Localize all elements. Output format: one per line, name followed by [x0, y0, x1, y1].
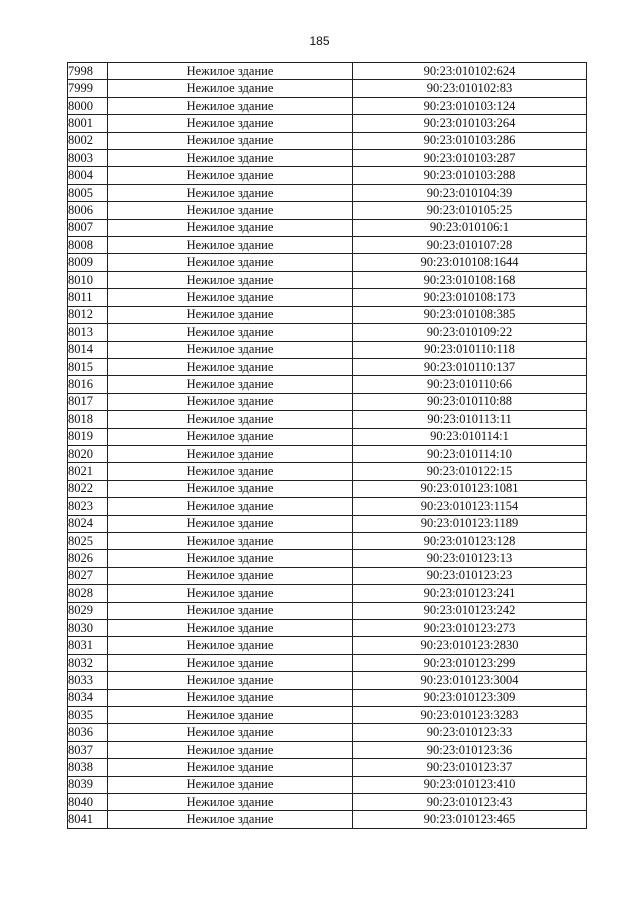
cadastral-number-cell: 90:23:010110:118	[353, 341, 587, 358]
row-number-cell: 8028	[68, 585, 108, 602]
cadastral-number-cell: 90:23:010123:1081	[353, 480, 587, 497]
object-type-cell: Нежилое здание	[108, 480, 353, 497]
table-row	[68, 515, 587, 532]
row-number-cell: 8009	[68, 254, 108, 271]
row-number-cell: 8012	[68, 306, 108, 323]
row-number-cell: 8020	[68, 445, 108, 462]
cadastral-number-cell: 90:23:010102:624	[353, 63, 587, 80]
row-number-cell: 8029	[68, 602, 108, 619]
object-type-cell: Нежилое здание	[108, 219, 353, 236]
object-type-cell: Нежилое здание	[108, 428, 353, 445]
row-number-cell: 8001	[68, 115, 108, 132]
row-number-cell: 8027	[68, 567, 108, 584]
table-row	[68, 167, 587, 184]
object-type-cell: Нежилое здание	[108, 811, 353, 828]
object-type-cell: Нежилое здание	[108, 115, 353, 132]
table-row	[68, 393, 587, 410]
object-type-cell: Нежилое здание	[108, 306, 353, 323]
cadastral-number-cell: 90:23:010103:286	[353, 132, 587, 149]
row-number-cell: 8013	[68, 324, 108, 341]
object-type-cell: Нежилое здание	[108, 358, 353, 375]
object-type-cell: Нежилое здание	[108, 532, 353, 549]
cadastral-number-cell: 90:23:010123:3004	[353, 672, 587, 689]
cadastral-number-cell: 90:23:010123:13	[353, 550, 587, 567]
cadastral-number-cell: 90:23:010123:23	[353, 567, 587, 584]
cadastral-number-cell: 90:23:010109:22	[353, 324, 587, 341]
cadastral-number-cell: 90:23:010105:25	[353, 202, 587, 219]
object-type-cell: Нежилое здание	[108, 376, 353, 393]
row-number-cell: 7999	[68, 80, 108, 97]
object-type-cell: Нежилое здание	[108, 498, 353, 515]
object-type-cell: Нежилое здание	[108, 411, 353, 428]
object-type-cell: Нежилое здание	[108, 463, 353, 480]
table-row	[68, 184, 587, 201]
row-number-cell: 8031	[68, 637, 108, 654]
cadastral-number-cell: 90:23:010123:128	[353, 532, 587, 549]
row-number-cell: 8000	[68, 97, 108, 114]
row-number-cell: 8040	[68, 794, 108, 811]
object-type-cell: Нежилое здание	[108, 689, 353, 706]
object-type-cell: Нежилое здание	[108, 585, 353, 602]
table-row	[68, 637, 587, 654]
row-number-cell: 8034	[68, 689, 108, 706]
row-number-cell: 8030	[68, 620, 108, 637]
object-type-cell: Нежилое здание	[108, 271, 353, 288]
object-type-cell: Нежилое здание	[108, 445, 353, 462]
table-row	[68, 237, 587, 254]
cadastral-number-cell: 90:23:010122:15	[353, 463, 587, 480]
cadastral-number-cell: 90:23:010106:1	[353, 219, 587, 236]
row-number-cell: 8005	[68, 184, 108, 201]
table-row	[68, 254, 587, 271]
table-row	[68, 445, 587, 462]
table-row	[68, 724, 587, 741]
cadastral-number-cell: 90:23:010123:37	[353, 759, 587, 776]
table-row	[68, 707, 587, 724]
cadastral-number-cell: 90:23:010113:11	[353, 411, 587, 428]
table-row	[68, 498, 587, 515]
row-number-cell: 8007	[68, 219, 108, 236]
object-type-cell: Нежилое здание	[108, 620, 353, 637]
table-row	[68, 532, 587, 549]
table-row	[68, 741, 587, 758]
table-row	[68, 202, 587, 219]
object-type-cell: Нежилое здание	[108, 550, 353, 567]
cadastral-number-cell: 90:23:010108:168	[353, 271, 587, 288]
object-type-cell: Нежилое здание	[108, 63, 353, 80]
table-row	[68, 376, 587, 393]
cadastral-number-cell: 90:23:010123:242	[353, 602, 587, 619]
row-number-cell: 8014	[68, 341, 108, 358]
table-row	[68, 463, 587, 480]
table-row	[68, 341, 587, 358]
table-row	[68, 306, 587, 323]
table-row	[68, 550, 587, 567]
object-type-cell: Нежилое здание	[108, 254, 353, 271]
cadastral-number-cell: 90:23:010114:10	[353, 445, 587, 462]
object-type-cell: Нежилое здание	[108, 237, 353, 254]
object-type-cell: Нежилое здание	[108, 393, 353, 410]
object-type-cell: Нежилое здание	[108, 776, 353, 793]
object-type-cell: Нежилое здание	[108, 341, 353, 358]
object-type-cell: Нежилое здание	[108, 202, 353, 219]
table-row	[68, 654, 587, 671]
cadastral-number-cell: 90:23:010123:3283	[353, 707, 587, 724]
row-number-cell: 8037	[68, 741, 108, 758]
row-number-cell: 8022	[68, 480, 108, 497]
table-row	[68, 219, 587, 236]
cadastral-number-cell: 90:23:010110:88	[353, 393, 587, 410]
object-type-cell: Нежилое здание	[108, 167, 353, 184]
cadastral-number-cell: 90:23:010123:43	[353, 794, 587, 811]
object-type-cell: Нежилое здание	[108, 672, 353, 689]
row-number-cell: 8015	[68, 358, 108, 375]
cadastral-number-cell: 90:23:010104:39	[353, 184, 587, 201]
table-row	[68, 63, 587, 80]
object-type-cell: Нежилое здание	[108, 289, 353, 306]
table-row	[68, 480, 587, 497]
table-row	[68, 150, 587, 167]
object-type-cell: Нежилое здание	[108, 80, 353, 97]
object-type-cell: Нежилое здание	[108, 515, 353, 532]
cadastral-number-cell: 90:23:010123:410	[353, 776, 587, 793]
row-number-cell: 8033	[68, 672, 108, 689]
table-row	[68, 428, 587, 445]
table-row	[68, 358, 587, 375]
row-number-cell: 8039	[68, 776, 108, 793]
table-row	[68, 811, 587, 828]
cadastral-number-cell: 90:23:010123:299	[353, 654, 587, 671]
table-row	[68, 271, 587, 288]
cadastral-number-cell: 90:23:010123:465	[353, 811, 587, 828]
row-number-cell: 8024	[68, 515, 108, 532]
row-number-cell: 8035	[68, 707, 108, 724]
cadastral-number-cell: 90:23:010103:287	[353, 150, 587, 167]
cadastral-number-cell: 90:23:010107:28	[353, 237, 587, 254]
row-number-cell: 8017	[68, 393, 108, 410]
registry-table	[67, 62, 587, 829]
object-type-cell: Нежилое здание	[108, 741, 353, 758]
row-number-cell: 8008	[68, 237, 108, 254]
cadastral-number-cell: 90:23:010110:137	[353, 358, 587, 375]
object-type-cell: Нежилое здание	[108, 150, 353, 167]
cadastral-number-cell: 90:23:010110:66	[353, 376, 587, 393]
object-type-cell: Нежилое здание	[108, 707, 353, 724]
cadastral-number-cell: 90:23:010103:264	[353, 115, 587, 132]
cadastral-number-cell: 90:23:010114:1	[353, 428, 587, 445]
table-row	[68, 289, 587, 306]
registry-table-body	[68, 63, 587, 829]
row-number-cell: 7998	[68, 63, 108, 80]
table-row	[68, 759, 587, 776]
row-number-cell: 8018	[68, 411, 108, 428]
row-number-cell: 8003	[68, 150, 108, 167]
row-number-cell: 8010	[68, 271, 108, 288]
table-row	[68, 585, 587, 602]
object-type-cell: Нежилое здание	[108, 637, 353, 654]
page-number: 185	[309, 34, 330, 48]
row-number-cell: 8016	[68, 376, 108, 393]
table-row	[68, 620, 587, 637]
object-type-cell: Нежилое здание	[108, 567, 353, 584]
cadastral-number-cell: 90:23:010123:273	[353, 620, 587, 637]
table-row	[68, 567, 587, 584]
cadastral-number-cell: 90:23:010123:1189	[353, 515, 587, 532]
row-number-cell: 8011	[68, 289, 108, 306]
cadastral-number-cell: 90:23:010123:309	[353, 689, 587, 706]
cadastral-number-cell: 90:23:010123:33	[353, 724, 587, 741]
table-row	[68, 97, 587, 114]
cadastral-number-cell: 90:23:010123:1154	[353, 498, 587, 515]
table-row	[68, 411, 587, 428]
cadastral-number-cell: 90:23:010102:83	[353, 80, 587, 97]
table-row	[68, 776, 587, 793]
cadastral-number-cell: 90:23:010108:1644	[353, 254, 587, 271]
object-type-cell: Нежилое здание	[108, 602, 353, 619]
cadastral-number-cell: 90:23:010123:241	[353, 585, 587, 602]
row-number-cell: 8041	[68, 811, 108, 828]
table-row	[68, 794, 587, 811]
row-number-cell: 8032	[68, 654, 108, 671]
object-type-cell: Нежилое здание	[108, 724, 353, 741]
table-row	[68, 132, 587, 149]
cadastral-number-cell: 90:23:010108:385	[353, 306, 587, 323]
object-type-cell: Нежилое здание	[108, 184, 353, 201]
object-type-cell: Нежилое здание	[108, 654, 353, 671]
row-number-cell: 8025	[68, 532, 108, 549]
row-number-cell: 8006	[68, 202, 108, 219]
table-row	[68, 689, 587, 706]
row-number-cell: 8021	[68, 463, 108, 480]
table-row	[68, 324, 587, 341]
object-type-cell: Нежилое здание	[108, 759, 353, 776]
row-number-cell: 8019	[68, 428, 108, 445]
object-type-cell: Нежилое здание	[108, 132, 353, 149]
row-number-cell: 8002	[68, 132, 108, 149]
cadastral-number-cell: 90:23:010123:2830	[353, 637, 587, 654]
object-type-cell: Нежилое здание	[108, 324, 353, 341]
cadastral-number-cell: 90:23:010123:36	[353, 741, 587, 758]
cadastral-number-cell: 90:23:010103:288	[353, 167, 587, 184]
row-number-cell: 8023	[68, 498, 108, 515]
table-row	[68, 602, 587, 619]
cadastral-number-cell: 90:23:010108:173	[353, 289, 587, 306]
row-number-cell: 8026	[68, 550, 108, 567]
table-row	[68, 80, 587, 97]
row-number-cell: 8036	[68, 724, 108, 741]
object-type-cell: Нежилое здание	[108, 794, 353, 811]
row-number-cell: 8004	[68, 167, 108, 184]
table-row	[68, 672, 587, 689]
object-type-cell: Нежилое здание	[108, 97, 353, 114]
cadastral-number-cell: 90:23:010103:124	[353, 97, 587, 114]
row-number-cell: 8038	[68, 759, 108, 776]
table-row	[68, 115, 587, 132]
